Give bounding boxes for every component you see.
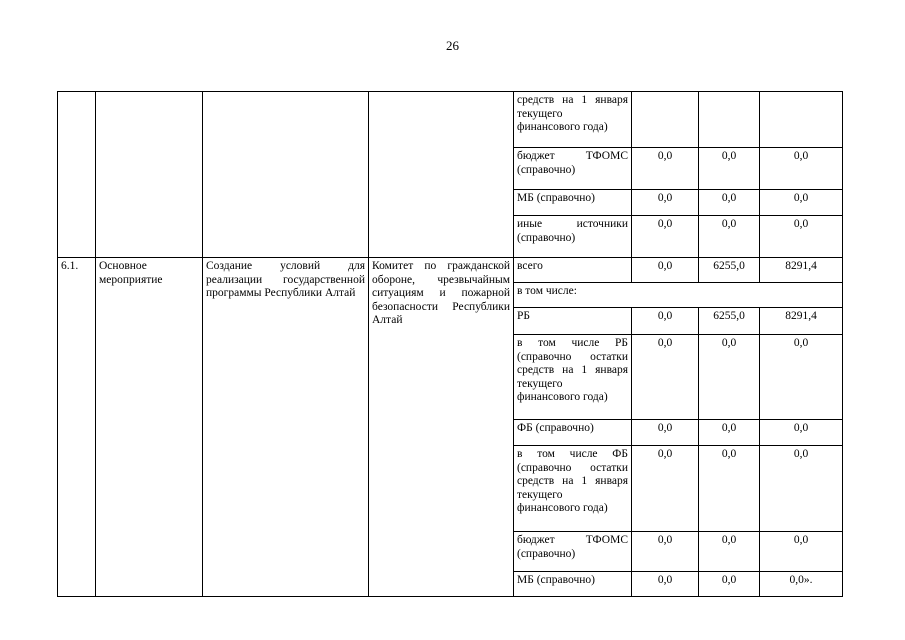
cell-value: 0,0 xyxy=(699,572,760,597)
cell-source: в том числе РБ (справочно остатки средств на 1 января текущего финансового года) xyxy=(514,335,632,420)
cell-value: 0,0 xyxy=(760,532,843,572)
cell-source: бюджет ТФОМС (справочно) xyxy=(514,532,632,572)
table-row xyxy=(58,92,843,148)
cell-value: 0,0». xyxy=(760,572,843,597)
cell-value: 0,0 xyxy=(632,532,699,572)
entry-number: 6.1. xyxy=(58,258,96,597)
cell-value: 0,0 xyxy=(760,335,843,420)
entry-executor: Комитет по гражданской обороне, чрезвычайным ситуациям и пожарной безопасности Республики Алтай xyxy=(369,258,514,597)
cell-source: МБ (справочно) xyxy=(514,572,632,597)
cell-value: 0,0 xyxy=(632,446,699,532)
cell-value: 0,0 xyxy=(760,446,843,532)
page-number: 26 xyxy=(446,38,459,53)
cell-executor xyxy=(369,92,514,258)
cell-value: 0,0 xyxy=(760,190,843,216)
cell-value xyxy=(699,92,760,148)
cell-value: 0,0 xyxy=(760,216,843,258)
program-table xyxy=(57,91,843,597)
cell-value: 0,0 xyxy=(699,216,760,258)
cell-value: 0,0 xyxy=(632,148,699,190)
cell-source: в том числе ФБ (справочно остатки средств на 1 января текущего финансового года) xyxy=(514,446,632,532)
cell-value xyxy=(632,92,699,148)
cell-source: МБ (справочно) xyxy=(514,190,632,216)
cell-source: иные источники (справочно) xyxy=(514,216,632,258)
cell-value: 0,0 xyxy=(760,420,843,446)
cell-source: средств на 1 января текущего финансового года) xyxy=(514,92,632,148)
cell-value xyxy=(760,92,843,148)
cell-value: 0,0 xyxy=(699,148,760,190)
cell-value: 8291,4 xyxy=(760,308,843,335)
cell-source: бюджет ТФОМС (справочно) xyxy=(514,148,632,190)
cell-value: 0,0 xyxy=(760,148,843,190)
cell-value: 0,0 xyxy=(632,190,699,216)
cell-value: 0,0 xyxy=(699,532,760,572)
entry-type: Основное мероприятие xyxy=(96,258,203,597)
cell-value: 0,0 xyxy=(632,420,699,446)
cell-value: 8291,4 xyxy=(760,258,843,283)
cell-value: 6255,0 xyxy=(699,308,760,335)
cell-value: 0,0 xyxy=(699,190,760,216)
table-row xyxy=(58,258,843,283)
cell-value: 0,0 xyxy=(699,335,760,420)
entry-name: Создание условий для реализации государственной программы Республики Алтай xyxy=(203,258,369,597)
cell-value: 0,0 xyxy=(699,420,760,446)
cell-value: 0,0 xyxy=(632,216,699,258)
cell-source: в том числе: xyxy=(514,283,843,308)
cell-name xyxy=(203,92,369,258)
cell-number xyxy=(58,92,96,258)
cell-type xyxy=(96,92,203,258)
cell-value: 0,0 xyxy=(632,572,699,597)
cell-source: РБ xyxy=(514,308,632,335)
cell-value: 6255,0 xyxy=(699,258,760,283)
cell-source: всего xyxy=(514,258,632,283)
cell-source: ФБ (справочно) xyxy=(514,420,632,446)
cell-value: 0,0 xyxy=(632,308,699,335)
cell-value: 0,0 xyxy=(632,335,699,420)
cell-value: 0,0 xyxy=(699,446,760,532)
cell-value: 0,0 xyxy=(632,258,699,283)
